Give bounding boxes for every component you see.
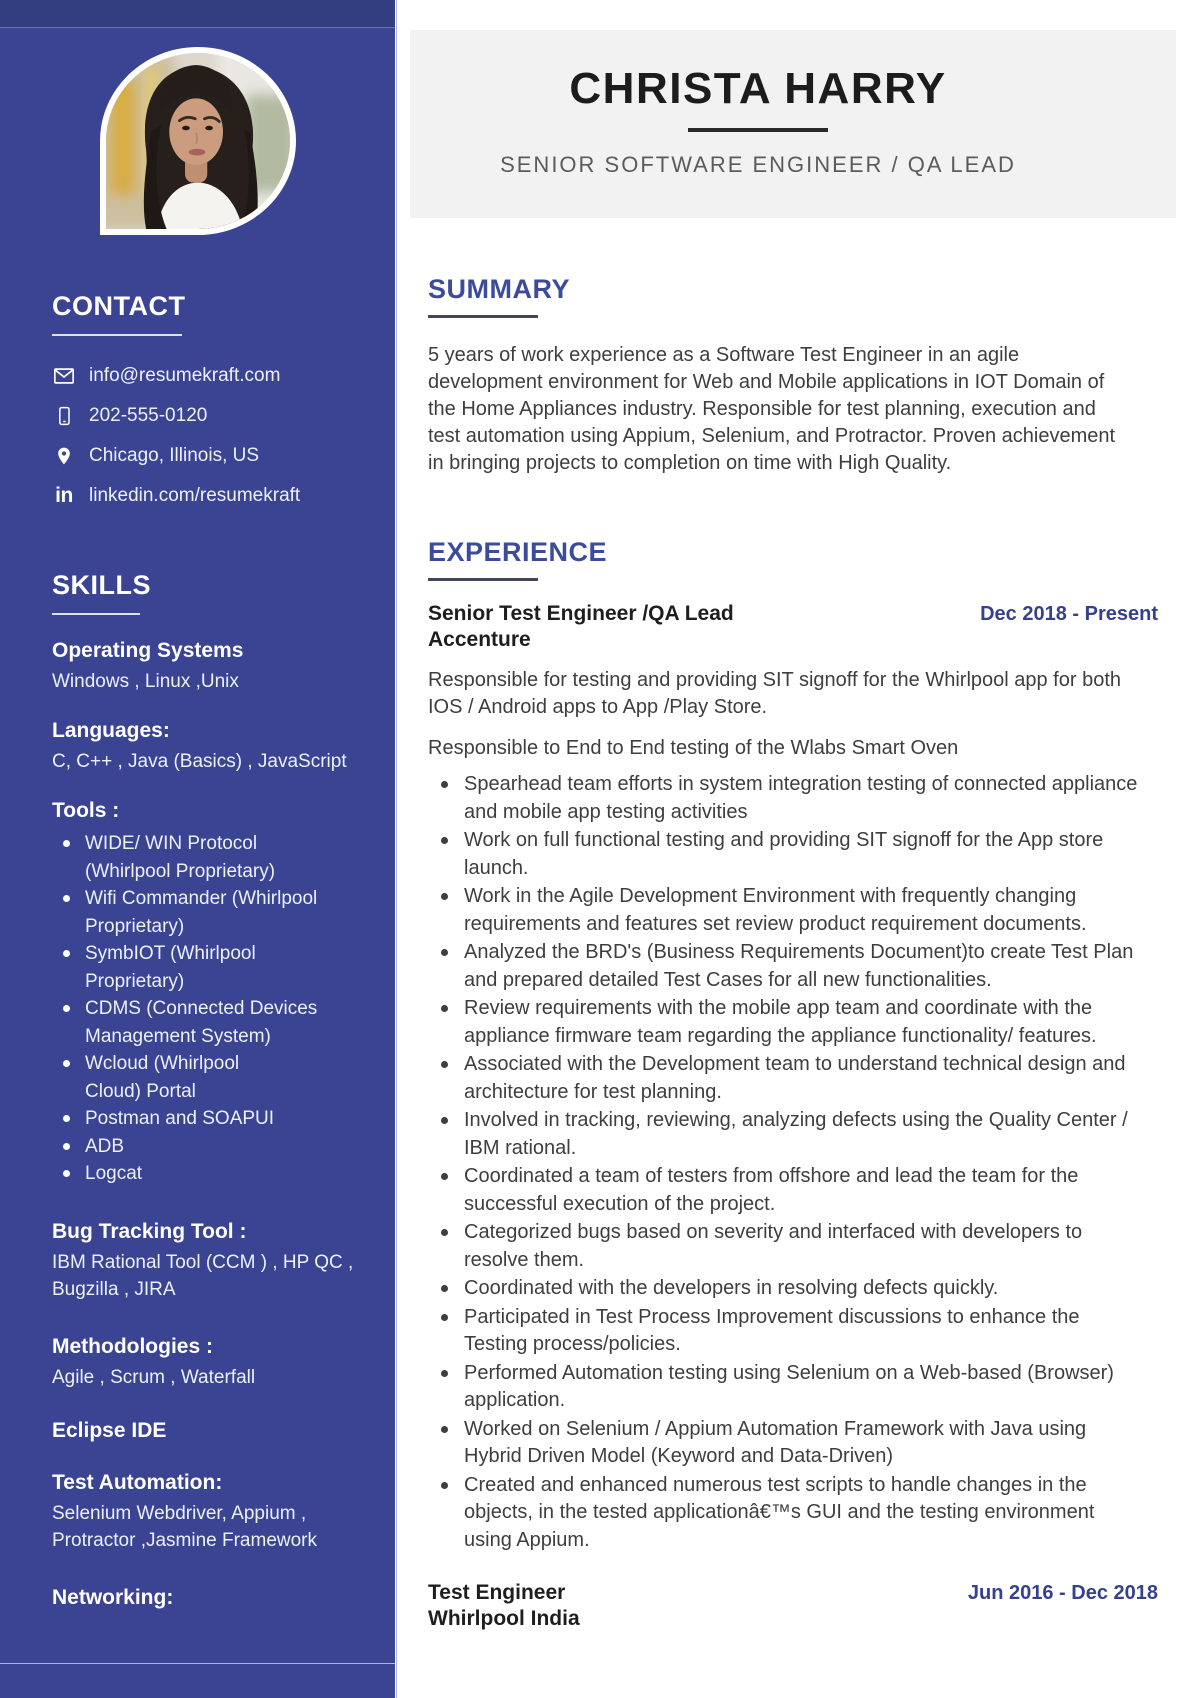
skill-group-title: Eclipse IDE — [52, 1418, 167, 1442]
job-role-subtitle: SENIOR SOFTWARE ENGINEER / QA LEAD — [500, 152, 1016, 177]
main-content — [428, 274, 1158, 1632]
job-position: Test Engineer — [428, 1581, 566, 1604]
list-item: Involved in tracking, reviewing, analyzing defects using the Quality Center / IBM rational. — [428, 1107, 1138, 1162]
skill-group-title: Test Automation: — [52, 1470, 223, 1494]
skill-group-languages — [52, 719, 364, 775]
list-item: Performed Automation testing using Selenium on a Web-based (Browser) application. — [428, 1360, 1138, 1415]
job-header — [428, 601, 1158, 653]
envelope-icon — [52, 364, 76, 388]
skills-section — [52, 570, 364, 1610]
skill-group-bug-tracking — [52, 1220, 364, 1303]
skill-group-text: C, C++ , Java (Basics) , JavaScript — [52, 751, 347, 772]
list-item: Review requirements with the mobile app team and coordinate with the appliance firmware team regarding the appliance functionality/ features. — [428, 995, 1138, 1050]
list-item: Participated in Test Process Improvement discussions to enhance the Testing process/policies. — [428, 1304, 1138, 1359]
list-item: Associated with the Development team to understand technical design and architecture for test planning. — [428, 1051, 1138, 1106]
job-position: Senior Test Engineer /QA Lead — [428, 602, 734, 625]
job-bullet-list — [428, 771, 1138, 1554]
job-paragraph: Responsible to End to End testing of the Wlabs Smart Oven — [428, 737, 959, 759]
contact-location — [52, 444, 364, 468]
linkedin-icon: in — [55, 484, 73, 507]
summary-heading: SUMMARY — [428, 274, 570, 304]
job-header — [428, 1580, 1158, 1632]
skill-group-text: Windows , Linux ,Unix — [52, 671, 239, 692]
experience-heading: EXPERIENCE — [428, 537, 608, 567]
contact-list — [52, 364, 364, 508]
job-dates: Jun 2016 - Dec 2018 — [967, 1582, 1158, 1604]
list-item: Work in the Agile Development Environment with frequently changing requirements and features set review product requirement documents. — [428, 883, 1138, 938]
skill-group-title: Tools : — [52, 799, 120, 822]
contact-email-text: info@resumekraft.com — [89, 365, 281, 386]
name-divider — [688, 128, 828, 132]
avatar-illustration — [106, 53, 290, 229]
list-item: ADB — [52, 1133, 364, 1161]
skill-group-title: Bug Tracking Tool : — [52, 1219, 247, 1243]
contact-heading: CONTACT — [52, 291, 186, 321]
list-item: Created and enhanced numerous test scripts to handle changes in the objects, in the tested applicationâ€™s GUI and the testing environment using Appium. — [428, 1472, 1138, 1555]
header-banner — [410, 30, 1176, 218]
experience-section — [428, 537, 1158, 1632]
contact-section — [52, 291, 364, 508]
list-item: SymbIOT (Whirlpool Proprietary) — [52, 940, 364, 995]
job-dates: Dec 2018 - Present — [980, 603, 1158, 625]
main-column — [397, 0, 1200, 1698]
location-pin-icon — [52, 444, 76, 468]
contact-location-text: Chicago, Illinois, US — [89, 445, 260, 466]
list-item: Spearhead team efforts in system integration testing of connected appliance and mobile app testing activities — [428, 771, 1138, 826]
list-item: Categorized bugs based on severity and interfaced with developers to resolve them. — [428, 1219, 1138, 1274]
experience-heading-rule — [428, 578, 538, 581]
job-entry-accenture — [428, 601, 1158, 1554]
profile-photo-image — [106, 53, 290, 229]
skill-group-operating-systems — [52, 639, 364, 695]
skill-group-tools — [52, 799, 364, 1188]
list-item: Worked on Selenium / Appium Automation Framework with Java using Hybrid Driven Model (Keyword and Data-Driven) — [428, 1416, 1138, 1471]
list-item: Wcloud (Whirlpool Cloud) Portal — [52, 1050, 364, 1105]
job-titles — [428, 601, 734, 653]
contact-phone[interactable] — [52, 404, 364, 428]
skill-group-title: Operating Systems — [52, 639, 244, 662]
skill-group-networking — [52, 1586, 364, 1610]
list-item: CDMS (Connected Devices Management System) — [52, 995, 364, 1050]
phone-icon — [52, 404, 76, 428]
tools-list — [52, 830, 364, 1188]
contact-email[interactable] — [52, 364, 364, 388]
list-item: Logcat — [52, 1160, 364, 1188]
skill-group-text: Agile , Scrum , Waterfall — [52, 1366, 256, 1388]
skills-heading-rule — [52, 613, 140, 615]
skill-group-title: Networking: — [52, 1585, 174, 1609]
skill-group-test-automation — [52, 1471, 364, 1554]
job-paragraph: Responsible for testing and providing SIT signoff for the Whirlpool app for both IOS / Android apps to App /Play Store. — [428, 669, 1121, 718]
sidebar-content — [52, 235, 364, 1610]
skill-group-text: Selenium Webdriver, Appium , Protractor ,Jasmine Framework — [52, 1502, 318, 1551]
job-company: Whirlpool India — [428, 1607, 580, 1630]
contact-linkedin-text: linkedin.com/resumekraft — [89, 485, 301, 506]
list-item: Analyzed the BRD's (Business Requirements Document)to create Test Plan and prepared detailed Test Cases for all new functionalities. — [428, 939, 1138, 994]
job-titles — [428, 1580, 580, 1632]
list-item: Work on full functional testing and providing SIT signoff for the App store launch. — [428, 827, 1138, 882]
page-title: CHRISTA HARRY — [569, 64, 947, 113]
contact-heading-rule — [52, 334, 182, 336]
job-company: Accenture — [428, 628, 531, 651]
profile-photo — [100, 47, 296, 235]
skill-group-title: Methodologies : — [52, 1334, 213, 1358]
contact-linkedin[interactable] — [52, 484, 364, 508]
summary-paragraph: 5 years of work experience as a Software Test Engineer in an agile development environment for Web and Mobile applications in IOT Domain of the Home Appliances industry. Responsible for test planning, execution and test automation using Appium, Selenium, and Protractor. Proven achievement in bringing projects to completion on time with High Quality. — [428, 344, 1116, 474]
list-item: Postman and SOAPUI — [52, 1105, 364, 1133]
summary-section — [428, 274, 1158, 477]
skills-heading: SKILLS — [52, 570, 152, 600]
summary-heading-rule — [428, 315, 538, 318]
list-item: Wifi Commander (Whirlpool Proprietary) — [52, 885, 364, 940]
contact-phone-text: 202-555-0120 — [89, 405, 208, 426]
list-item: WIDE/ WIN Protocol (Whirlpool Proprietary) — [52, 830, 364, 885]
skill-group-title: Languages: — [52, 719, 170, 742]
job-entry-whirlpool — [428, 1580, 1158, 1632]
sidebar-page-break-line — [0, 1663, 395, 1664]
sidebar — [0, 0, 395, 1698]
skill-group-eclipse-ide — [52, 1419, 364, 1443]
sidebar-top-band — [0, 0, 395, 28]
skill-group-text: IBM Rational Tool (CCM ) , HP QC , Bugzilla , JIRA — [52, 1251, 354, 1300]
list-item: Coordinated a team of testers from offshore and lead the team for the successful execution of the project. — [428, 1163, 1138, 1218]
skill-group-methodologies — [52, 1335, 364, 1391]
list-item: Coordinated with the developers in resolving defects quickly. — [428, 1275, 1138, 1303]
